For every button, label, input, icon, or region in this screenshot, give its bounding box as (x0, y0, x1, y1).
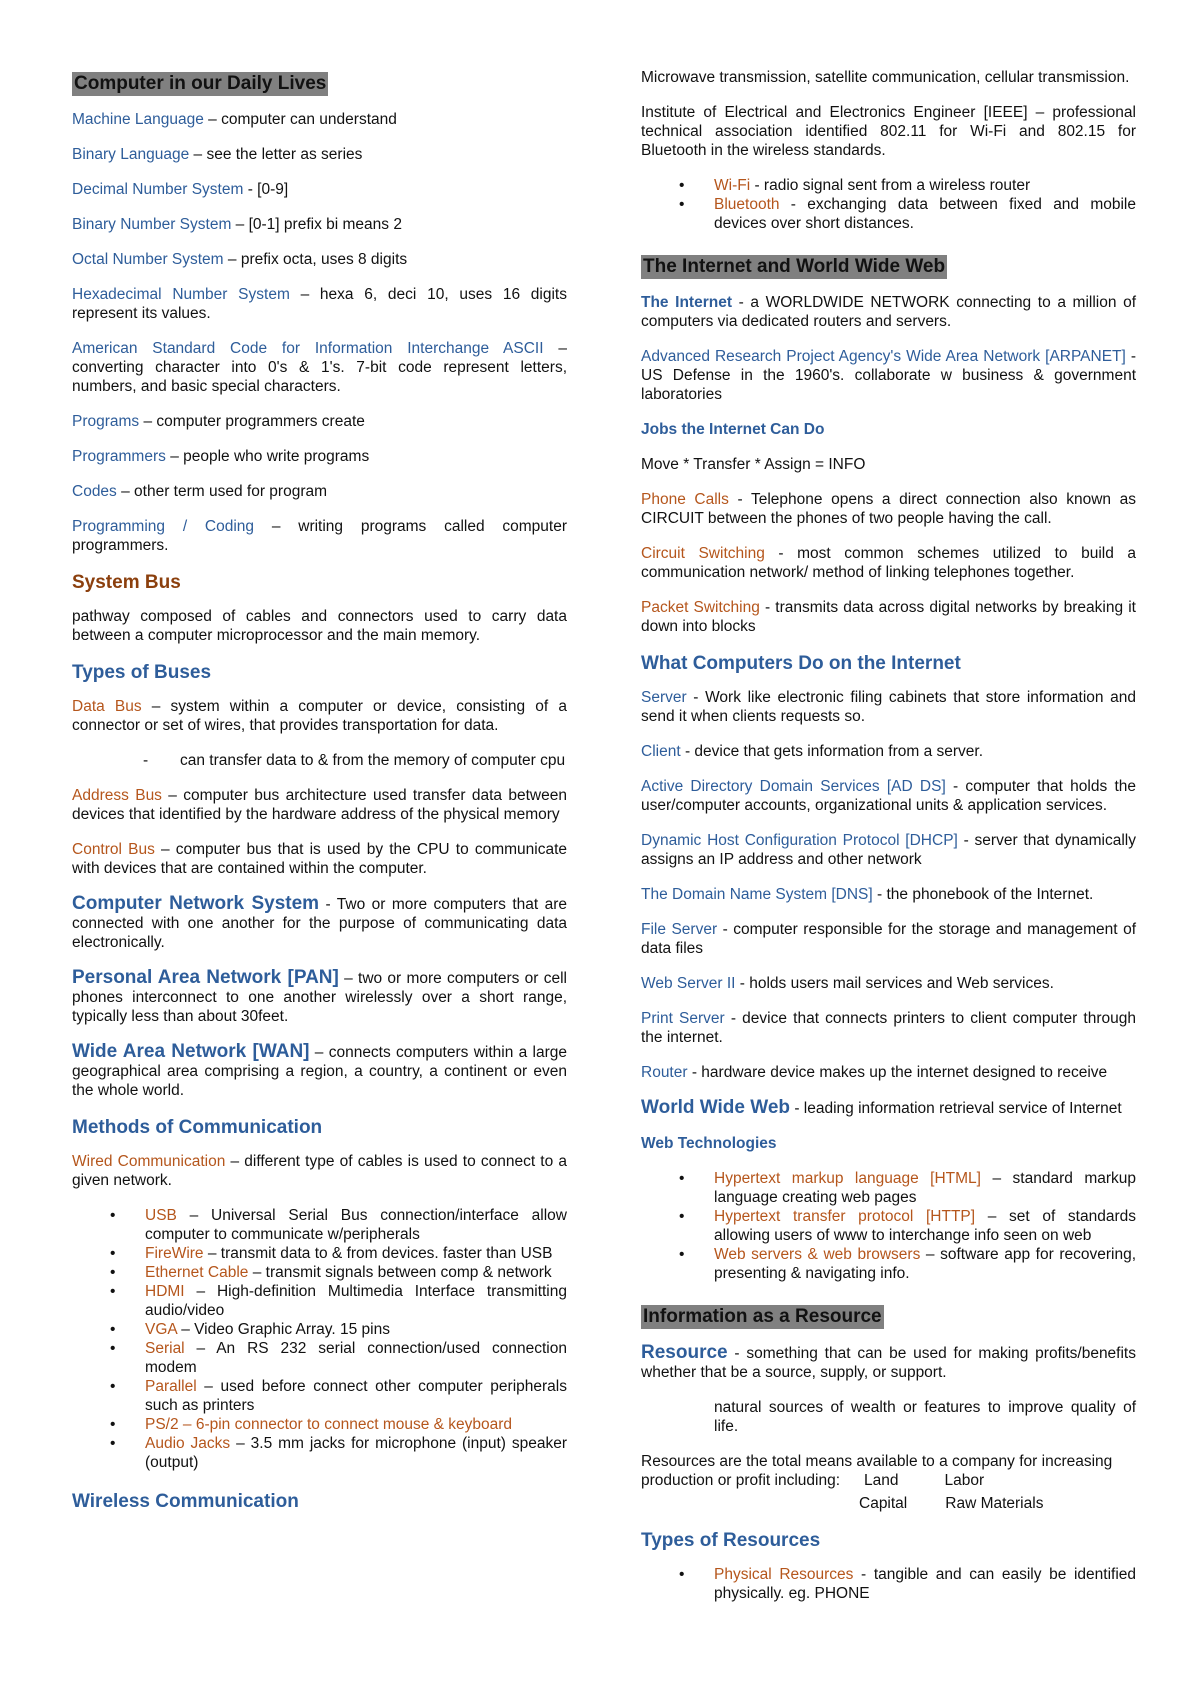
definition (641, 742, 1136, 761)
resources-text: Resources are the total means available to a company for increasing production or profit including: (641, 1453, 1113, 1489)
definition-term: Binary Number System (72, 216, 232, 233)
microwave-text: Microwave transmission, satellite communication, cellular transmission. (641, 69, 1130, 86)
definition-term: Personal Area Network [PAN] (72, 967, 339, 988)
list-item-term: Serial (145, 1340, 185, 1357)
section-title-internet-www: The Internet and World Wide Web (643, 256, 946, 277)
definition-internet (641, 293, 1136, 331)
definition (72, 145, 567, 164)
definition-text: - device that gets information from a server. (680, 743, 984, 760)
definition-term: Codes (72, 483, 117, 500)
definition-term: Phone Calls (641, 491, 729, 508)
definition-term: Programmers (72, 448, 166, 465)
definition-text: – connects computers within a large geographical area comprising a region, a country, a continent or even the whole world. (72, 1044, 567, 1099)
definition-text: – system within a computer or device, consisting of a connector or set of wires, that provides transportation for data. (72, 698, 568, 734)
definition-term: Data Bus (72, 698, 142, 715)
list-item-term: Hypertext markup language [HTML] (714, 1170, 981, 1187)
list-item (145, 1415, 567, 1434)
definition-text: – prefix octa, uses 8 digits (223, 251, 408, 268)
list-item-term: Physical Resources (714, 1566, 854, 1583)
definition-term: Computer Network System (72, 893, 320, 914)
definition-text: – other term used for program (116, 483, 328, 500)
definition-term: Resource (641, 1342, 728, 1363)
definition (72, 339, 567, 396)
definition (641, 831, 1136, 869)
definition-text: - Telephone opens a direct connection also known as CIRCUIT between the phones of two people having the call. (641, 491, 1137, 527)
list-item-term: Audio Jacks (145, 1435, 231, 1452)
definition (641, 1009, 1136, 1047)
definition-text: - Two or more computers that are connected with one another for the purpose of communicating data electronically. (72, 896, 567, 951)
section-title-what-computers-do: What Computers Do on the Internet (641, 653, 961, 674)
list-item (145, 1206, 567, 1244)
section-title-information-resource: Information as a Resource (643, 1306, 882, 1327)
definition-control-bus (72, 840, 567, 878)
resources-paragraph (641, 1452, 1136, 1490)
wireless-list (641, 176, 1136, 233)
definition-circuit-switching (641, 544, 1136, 582)
list-item-text: – Universal Serial Bus connection/interface allow computer to communicate w/peripherals (145, 1207, 567, 1243)
definition-term: Advanced Research Project Agency's Wide Area Network [ARPANET] (641, 348, 1126, 365)
definition-term: Wide Area Network [WAN] (72, 1041, 310, 1062)
list-item-term: Parallel (145, 1378, 197, 1395)
list-item (714, 195, 1136, 233)
definition-data-bus (72, 697, 567, 735)
definition-text: – different type of cables is used to connect to a given network. (72, 1153, 568, 1189)
list-item (714, 1169, 1136, 1207)
definition-text: – converting character into 0's & 1's. 7-bit code represent letters, numbers, and basic special characters. (72, 340, 567, 395)
definition-text: – computer can understand (203, 111, 397, 128)
definition (641, 1063, 1136, 1082)
list-item-text: - tangible and can easily be identified physically. eg. PHONE (714, 1566, 1137, 1602)
definition-term: Print Server (641, 1010, 725, 1027)
definition (72, 285, 567, 323)
definition (641, 777, 1136, 815)
definition-text: – see the letter as series (189, 146, 363, 163)
definition-term: Packet Switching (641, 599, 760, 616)
definition-text: – hexa 6, deci 10, uses 16 digits represent its values. (72, 286, 567, 322)
definition-packet-switching (641, 598, 1136, 636)
definition-text: - transmits data across digital networks by breaking it down into blocks (641, 599, 1136, 635)
list-item-text: – standard markup language creating web pages (714, 1170, 1137, 1206)
left-column (72, 68, 567, 1526)
definition-text: – writing programs called computer programmers. (72, 518, 567, 554)
definition (641, 688, 1136, 726)
definition-text: - device that connects printers to client computer through the internet. (641, 1010, 1136, 1046)
definition-term: Control Bus (72, 841, 155, 858)
definition (72, 250, 567, 269)
definition-text: - something that can be used for making profits/benefits whether that be a source, supply, or support. (641, 1345, 1136, 1381)
definition-text: - computer responsible for the storage and management of data files (641, 921, 1136, 957)
list-item-term: Web servers & web browsers (714, 1246, 921, 1263)
list-item (145, 1434, 567, 1472)
resources-list (641, 1565, 1136, 1603)
list-item-text: – set of standards allowing users of www to interchange info seen on web (714, 1208, 1136, 1244)
list-item (145, 1263, 567, 1282)
definition-term: Server (641, 689, 687, 706)
list-item (714, 176, 1136, 195)
definition-text: – computer programmers create (139, 413, 365, 430)
list-item-term: Wi-Fi (714, 177, 751, 194)
definition-text: - hardware device makes up the internet designed to receive (687, 1064, 1108, 1081)
definition (72, 517, 567, 555)
definition-term: The Internet (641, 294, 733, 311)
list-item-term: Hypertext transfer protocol [HTTP] (714, 1208, 976, 1225)
system-bus-text: pathway composed of cables and connectors used to carry data between a computer microprocessor and the main memory. (72, 608, 567, 644)
list-item-term: Bluetooth (714, 196, 780, 213)
list-item-term: USB (145, 1207, 177, 1224)
section-title-computer-daily-lives: Computer in our Daily Lives (74, 73, 327, 94)
definition (72, 447, 567, 466)
list-item (714, 1207, 1136, 1245)
list-item-text: - radio signal sent from a wireless router (750, 177, 1031, 194)
jobs-text: Move * Transfer * Assign = INFO (641, 456, 866, 473)
definition-term: File Server (641, 921, 718, 938)
definition-text: - the phonebook of the Internet. (872, 886, 1094, 903)
definition-text: – computer bus architecture used transfer data between devices that identified by the hardware address of the physical memory (72, 787, 567, 823)
definition-term: Binary Language (72, 146, 190, 163)
definition (72, 412, 567, 431)
list-item-text: – transmit signals between comp & network (248, 1264, 552, 1281)
list-item: - can transfer data to & from the memory of computer cpu (180, 751, 567, 770)
definition-term: Client (641, 743, 681, 760)
web-tech-list (641, 1169, 1136, 1283)
list-item (145, 1320, 567, 1339)
data-bus-sublist (72, 751, 567, 770)
list-item-text: – High-definition Multimedia Interface transmitting audio/video (145, 1283, 567, 1319)
definition-text: – two or more computers or cell phones interconnect to one another wirelessly over a short range, typically less than about 30feet. (72, 970, 567, 1025)
definition-term: Wired Communication (72, 1153, 226, 1170)
section-title-types-of-buses: Types of Buses (72, 662, 212, 683)
definition-www (641, 1098, 1136, 1118)
list-item-text: – 3.5 mm jacks for microphone (input) speaker (output) (145, 1435, 567, 1471)
section-title-wireless-communication: Wireless Communication (72, 1491, 299, 1512)
subheading-web-technologies: Web Technologies (641, 1135, 777, 1152)
definition-wired-communication (72, 1152, 567, 1190)
definition-term: American Standard Code for Information Interchange ASCII (72, 340, 544, 357)
definition-arpanet (641, 347, 1136, 404)
list-item-term: FireWire (145, 1245, 204, 1262)
section-title-methods-of-communication: Methods of Communication (72, 1117, 323, 1138)
definition (72, 482, 567, 501)
definition-term: Programs (72, 413, 140, 430)
definition-text: - server that dynamically assigns an IP address and other network (641, 832, 1136, 868)
definition-wan (72, 1042, 567, 1100)
definition-term: Hexadecimal Number System (72, 286, 290, 303)
definition (72, 110, 567, 129)
definition-term: Octal Number System (72, 251, 224, 268)
definition-term: Address Bus (72, 787, 162, 804)
list-item (714, 1245, 1136, 1283)
definition (641, 974, 1136, 993)
list-item-text: – transmit data to & from devices. faster than USB (203, 1245, 553, 1262)
definition-term: Decimal Number System (72, 181, 244, 198)
definition-text: - [0-9] (243, 181, 289, 198)
definition-resource (641, 1343, 1136, 1382)
definition-pan (72, 968, 567, 1026)
definition (72, 215, 567, 234)
definition-text: - US Defense in the 1960's. collaborate w business & government laboratories (641, 348, 1136, 403)
definition-text: - computer that holds the user/computer accounts, organizational units & application services. (641, 778, 1136, 814)
list-item (714, 1565, 1136, 1603)
resource-sub-text: natural sources of wealth or features to improve quality of life. (714, 1399, 1136, 1435)
resource-capital: Capital (859, 1495, 908, 1512)
definition-term: World Wide Web (641, 1097, 791, 1118)
resource-land: Land (864, 1472, 899, 1489)
section-title-system-bus: System Bus (72, 572, 181, 593)
definition-term: Dynamic Host Configuration Protocol [DHCP] (641, 832, 958, 849)
resource-labor: Labor (944, 1472, 985, 1489)
subheading-jobs: Jobs the Internet Can Do (641, 421, 825, 438)
list-item-term: VGA (145, 1321, 177, 1338)
definition-text: – people who write programs (165, 448, 370, 465)
list-item-term: Ethernet Cable (145, 1264, 249, 1281)
list-item (145, 1244, 567, 1263)
list-item (145, 1377, 567, 1415)
list-item-term: PS/2 – 6-pin connector to connect mouse & keyboard (145, 1416, 513, 1433)
definition-term: Router (641, 1064, 688, 1081)
definition-text: - Work like electronic filing cabinets that store information and send it when clients requests so. (641, 689, 1136, 725)
list-item (145, 1282, 567, 1320)
definition (641, 885, 1136, 904)
list-item-text: – used before connect other computer peripherals such as printers (145, 1378, 567, 1414)
definition-text: - a WORLDWIDE NETWORK connecting to a million of computers via dedicated routers and servers. (641, 294, 1137, 330)
definition-computer-network-system (72, 894, 567, 952)
definition-text: - leading information retrieval service of Internet (790, 1100, 1122, 1117)
list-item-text: – Video Graphic Array. 15 pins (176, 1321, 390, 1338)
definition-term: Active Directory Domain Services [AD DS] (641, 778, 946, 795)
definition-address-bus (72, 786, 567, 824)
definition-term: The Domain Name System [DNS] (641, 886, 873, 903)
resources-row (641, 1494, 1136, 1513)
definition (72, 180, 567, 199)
definition-term: Machine Language (72, 111, 204, 128)
resource-raw-materials: Raw Materials (945, 1495, 1044, 1512)
list-item-text: – An RS 232 serial connection/used connection modem (145, 1340, 567, 1376)
list-item-term: HDMI (145, 1283, 185, 1300)
definition-text: - most common schemes utilized to build a communication network/ method of linking telephones together. (641, 545, 1137, 581)
definition-term: Web Server II (641, 975, 736, 992)
list-item-text: - exchanging data between fixed and mobile devices over short distances. (714, 196, 1136, 232)
right-column (641, 68, 1136, 1621)
section-title-types-of-resources: Types of Resources (641, 1530, 821, 1551)
wired-list (72, 1206, 567, 1472)
definition-text: – computer bus that is used by the CPU to communicate with devices that are contained within the computer. (72, 841, 568, 877)
list-item-text: – software app for recovering, presenting & navigating info. (714, 1246, 1137, 1282)
definition-text: - holds users mail services and Web services. (735, 975, 1054, 992)
definition (641, 920, 1136, 958)
ieee-text: Institute of Electrical and Electronics Engineer [IEEE] – professional technical association identified 802.11 for Wi-Fi and 802.15 for Bluetooth in the wireless standards. (641, 104, 1136, 159)
definition-phone-calls (641, 490, 1136, 528)
definition-text: – [0-1] prefix bi means 2 (231, 216, 402, 233)
definition-term: Programming / Coding (72, 518, 255, 535)
definition-term: Circuit Switching (641, 545, 765, 562)
list-item (145, 1339, 567, 1377)
